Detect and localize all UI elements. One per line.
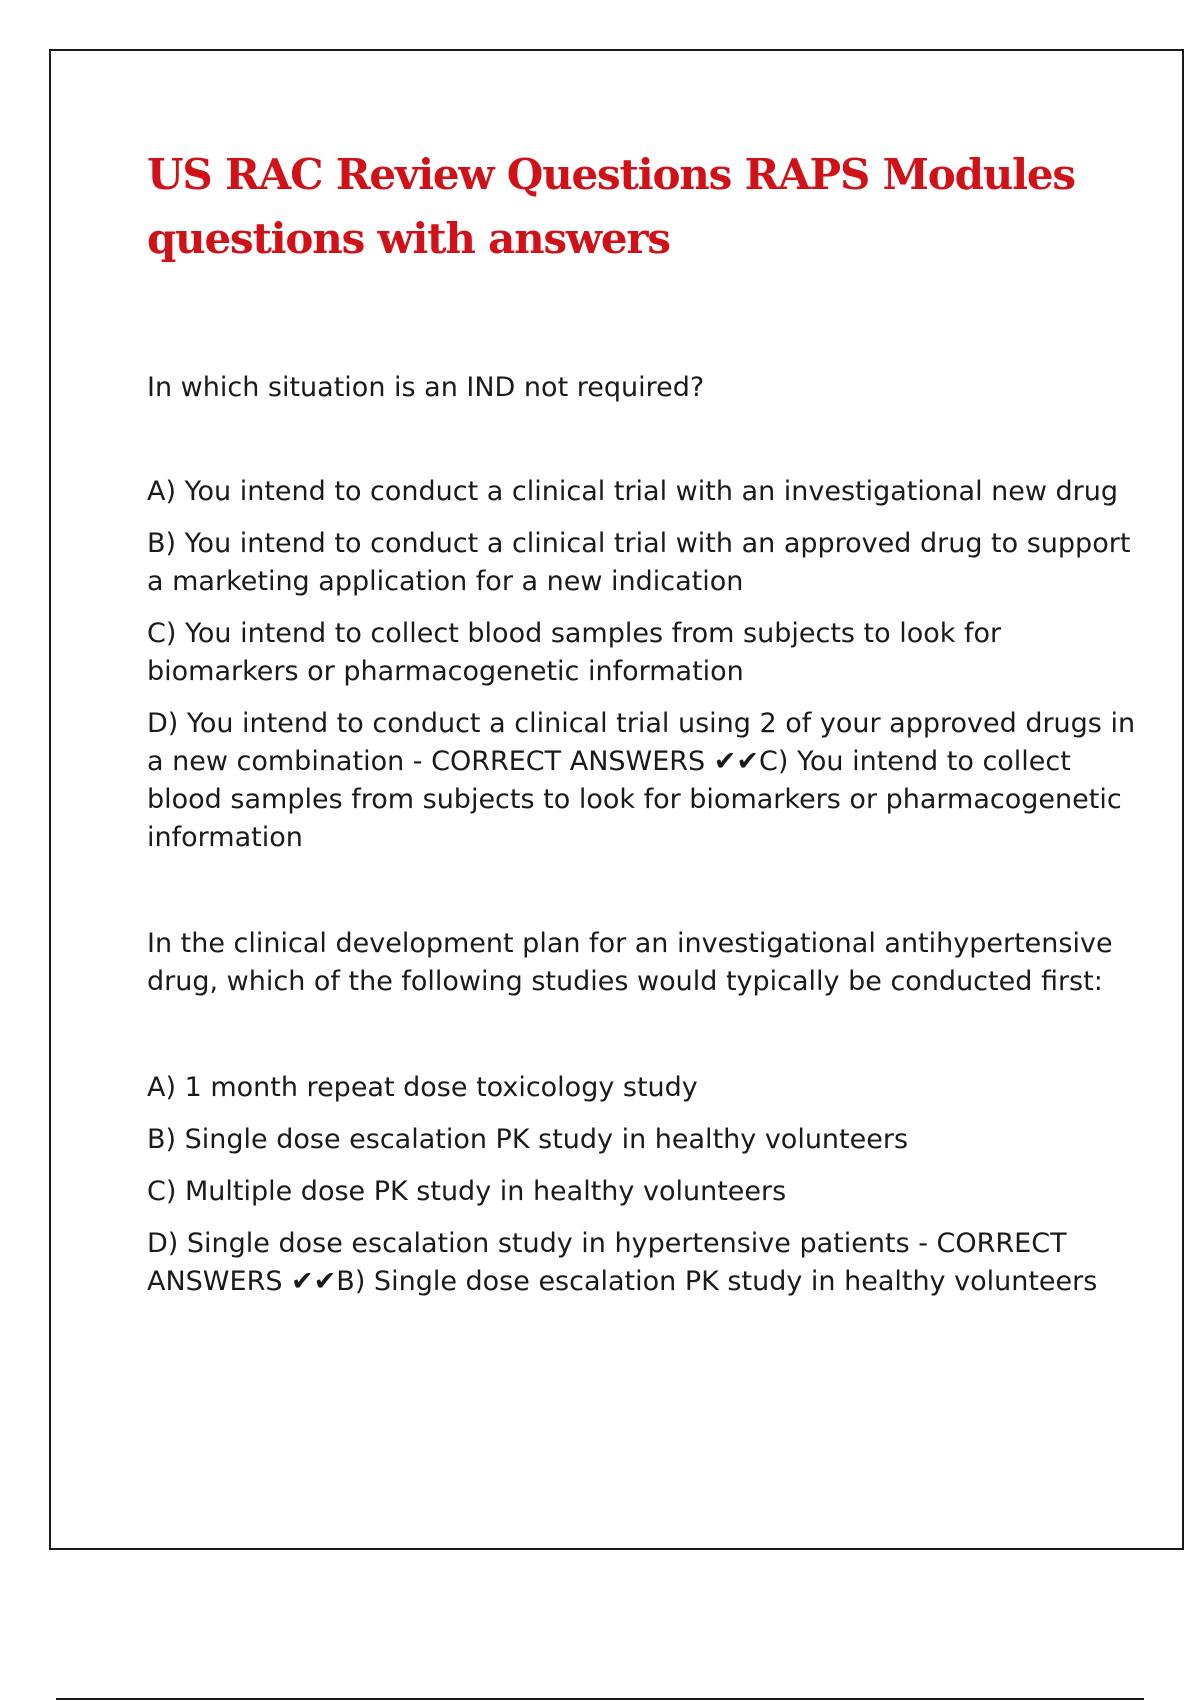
correct-answer: C) You intend to collect blood samples from subjects to look for biomarkers or pharmacogenetic information — [147, 746, 1122, 853]
option-d: D) You intend to conduct a clinical trial using 2 of your approved drugs in a new combination — [147, 708, 1136, 777]
option-d-with-answer — [147, 1225, 1137, 1301]
option-d: D) Single dose escalation study in hypertensive patients — [147, 1228, 910, 1259]
correct-answer-label: - CORRECT ANSWERS ✔✔ — [147, 1228, 1067, 1297]
question-text: In which situation is an IND not required? — [147, 372, 705, 403]
options-list — [147, 1069, 1137, 1301]
option-a: A) 1 month repeat dose toxicology study — [147, 1072, 698, 1103]
option-d-with-answer — [147, 705, 1137, 857]
options-list — [147, 473, 1137, 857]
option-b: B) You intend to conduct a clinical trial with an approved drug to support a marketing application for a new indication — [147, 528, 1131, 597]
question-block-1 — [147, 369, 1137, 857]
question-block-2 — [147, 925, 1137, 1301]
option-c: C) Multiple dose PK study in healthy volunteers — [147, 1176, 787, 1207]
page-frame — [49, 49, 1184, 1550]
option-b: B) Single dose escalation PK study in healthy volunteers — [147, 1124, 909, 1155]
option-a: A) You intend to conduct a clinical trial with an investigational new drug — [147, 476, 1119, 507]
page-content — [147, 143, 1137, 1315]
correct-answer-label: - CORRECT ANSWERS ✔✔ — [404, 746, 760, 777]
question-text: In the clinical development plan for an investigational antihypertensive drug, which of the following studies would typically be conducted first: — [147, 928, 1113, 997]
correct-answer: B) Single dose escalation PK study in healthy volunteers — [336, 1266, 1098, 1297]
option-c: C) You intend to collect blood samples from subjects to look for biomarkers or pharmacogenetic information — [147, 618, 1002, 687]
document-title: US RAC Review Questions RAPS Modules questions with answers — [147, 150, 1075, 263]
